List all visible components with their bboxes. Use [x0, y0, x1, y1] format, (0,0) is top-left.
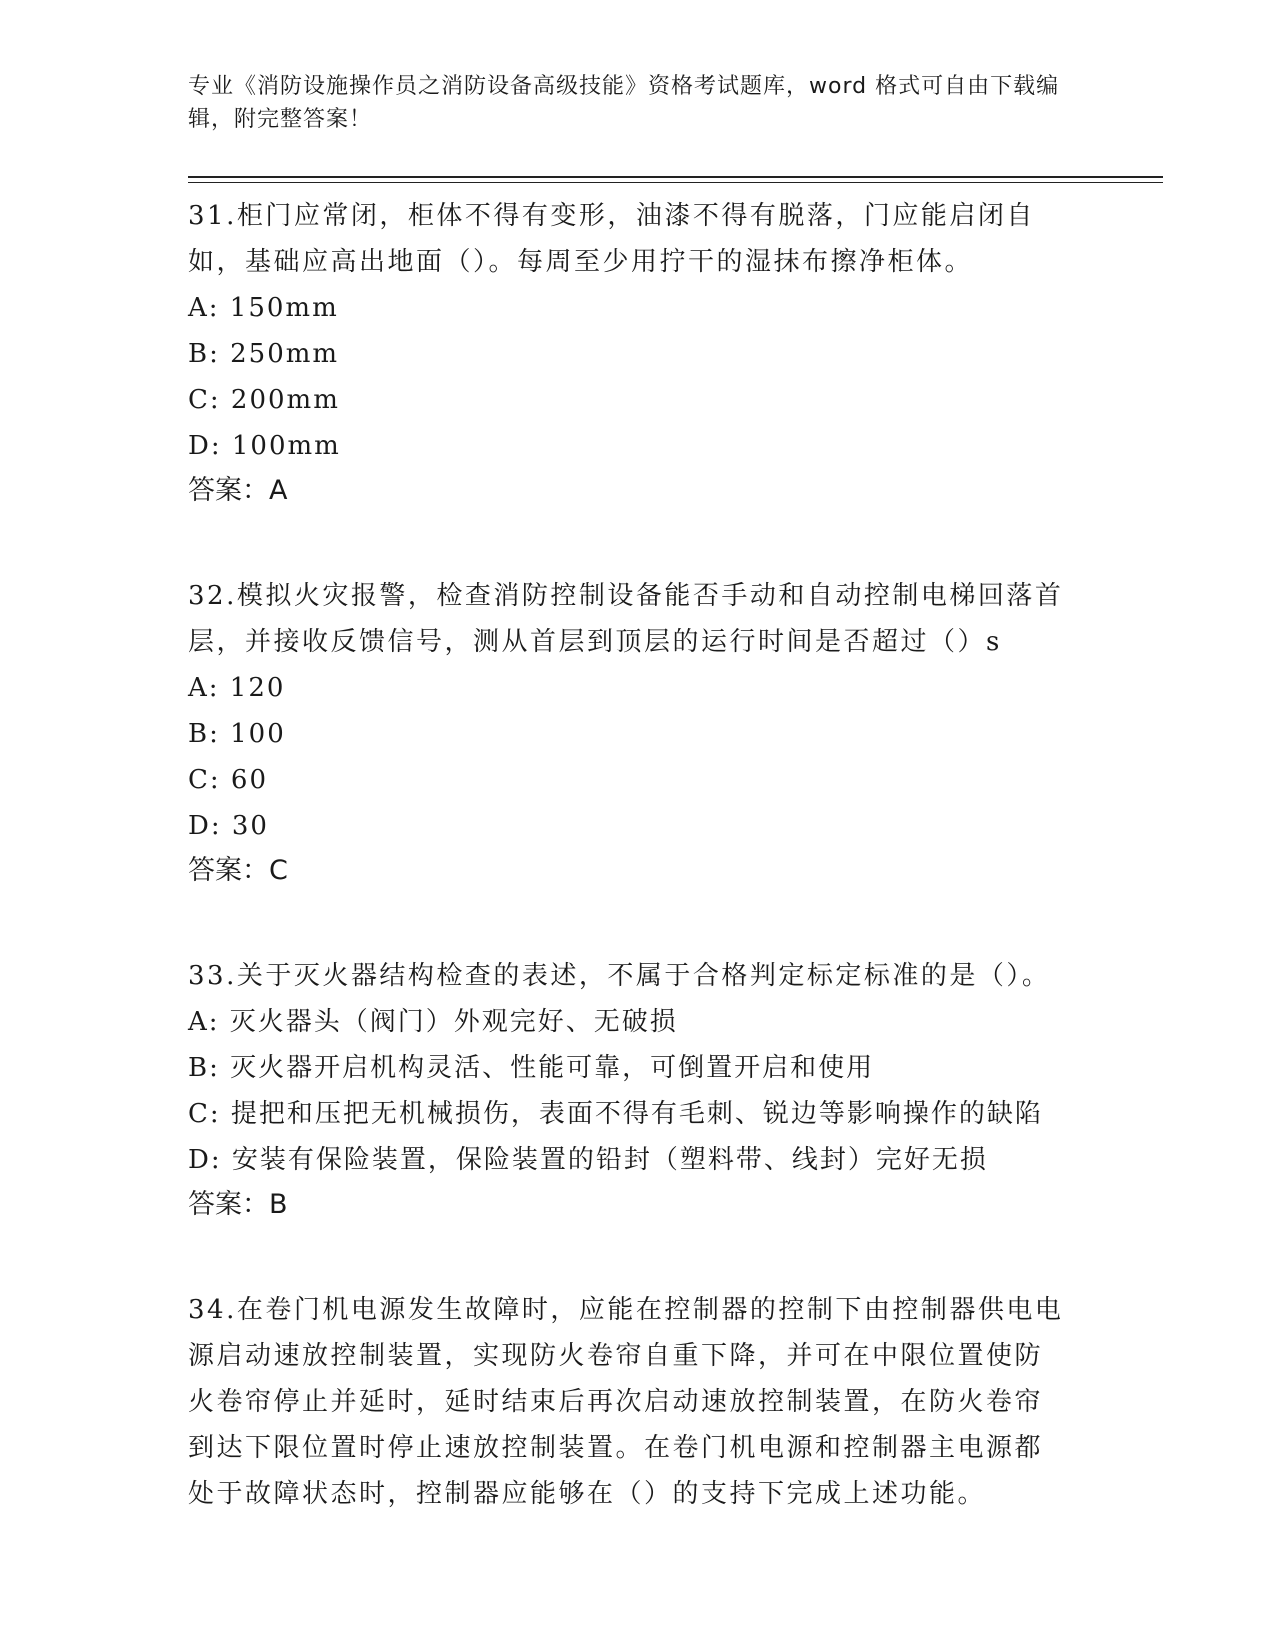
option-a: A: 150mm	[188, 293, 339, 323]
question-stem: 31.柜门应常闭，柜体不得有变形，油漆不得有脱落，门应能启闭自如，基础应高出地面（）。每周至少用拧干的湿抹布擦净柜体。	[188, 201, 1035, 277]
answer-line: 答案：B	[188, 1189, 288, 1220]
document-header: 专业《消防设施操作员之消防设备高级技能》资格考试题库，word 格式可自由下载编辑，附完整答案！	[188, 74, 1060, 132]
option-b: B: 100	[188, 719, 286, 749]
header-divider-thin	[188, 182, 1163, 183]
option-c: C: 60	[188, 765, 269, 795]
option-d: D: 30	[188, 811, 269, 841]
question-spacer	[188, 513, 1163, 563]
question-33	[188, 953, 1163, 1227]
option-b: B: 灭火器开启机构灵活、性能可靠，可倒置开启和使用	[188, 1053, 875, 1083]
option-d: D: 100mm	[188, 431, 341, 461]
header-divider-thick	[188, 176, 1163, 178]
option-a: A: 120	[188, 673, 286, 703]
question-stem: 33.关于灭火器结构检查的表述，不属于合格判定标定标准的是（）。	[188, 961, 1051, 991]
document-page	[188, 70, 1163, 1517]
question-34	[188, 1287, 1163, 1517]
option-a: A: 灭火器头（阀门）外观完好、无破损	[188, 1007, 678, 1037]
answer-line: 答案：A	[188, 475, 288, 506]
option-d: D: 安装有保险装置，保险装置的铅封（塑料带、线封）完好无损	[188, 1145, 988, 1175]
option-c: C: 200mm	[188, 385, 340, 415]
question-spacer	[188, 1227, 1163, 1277]
answer-line: 答案：C	[188, 855, 288, 886]
question-stem: 34.在卷门机电源发生故障时，应能在控制器的控制下由控制器供电电源启动速放控制装置，实现防火卷帘自重下降，并可在中限位置使防火卷帘停止并延时，延时结束后再次启动速放控制装置，在防火卷帘到达下限位置时停止速放控制装置。在卷门机电源和控制器主电源都处于故障状态时，控制器应能够在（）的支持下完成上述功能。	[188, 1295, 1064, 1509]
question-31	[188, 193, 1163, 513]
option-b: B: 250mm	[188, 339, 340, 369]
question-stem: 32.模拟火灾报警，检查消防控制设备能否手动和自动控制电梯回落首层，并接收反馈信号，测从首层到顶层的运行时间是否超过（）s	[188, 581, 1064, 657]
question-spacer	[188, 893, 1163, 943]
option-c: C: 提把和压把无机械损伤，表面不得有毛刺、锐边等影响操作的缺陷	[188, 1099, 1043, 1129]
question-32	[188, 573, 1163, 893]
